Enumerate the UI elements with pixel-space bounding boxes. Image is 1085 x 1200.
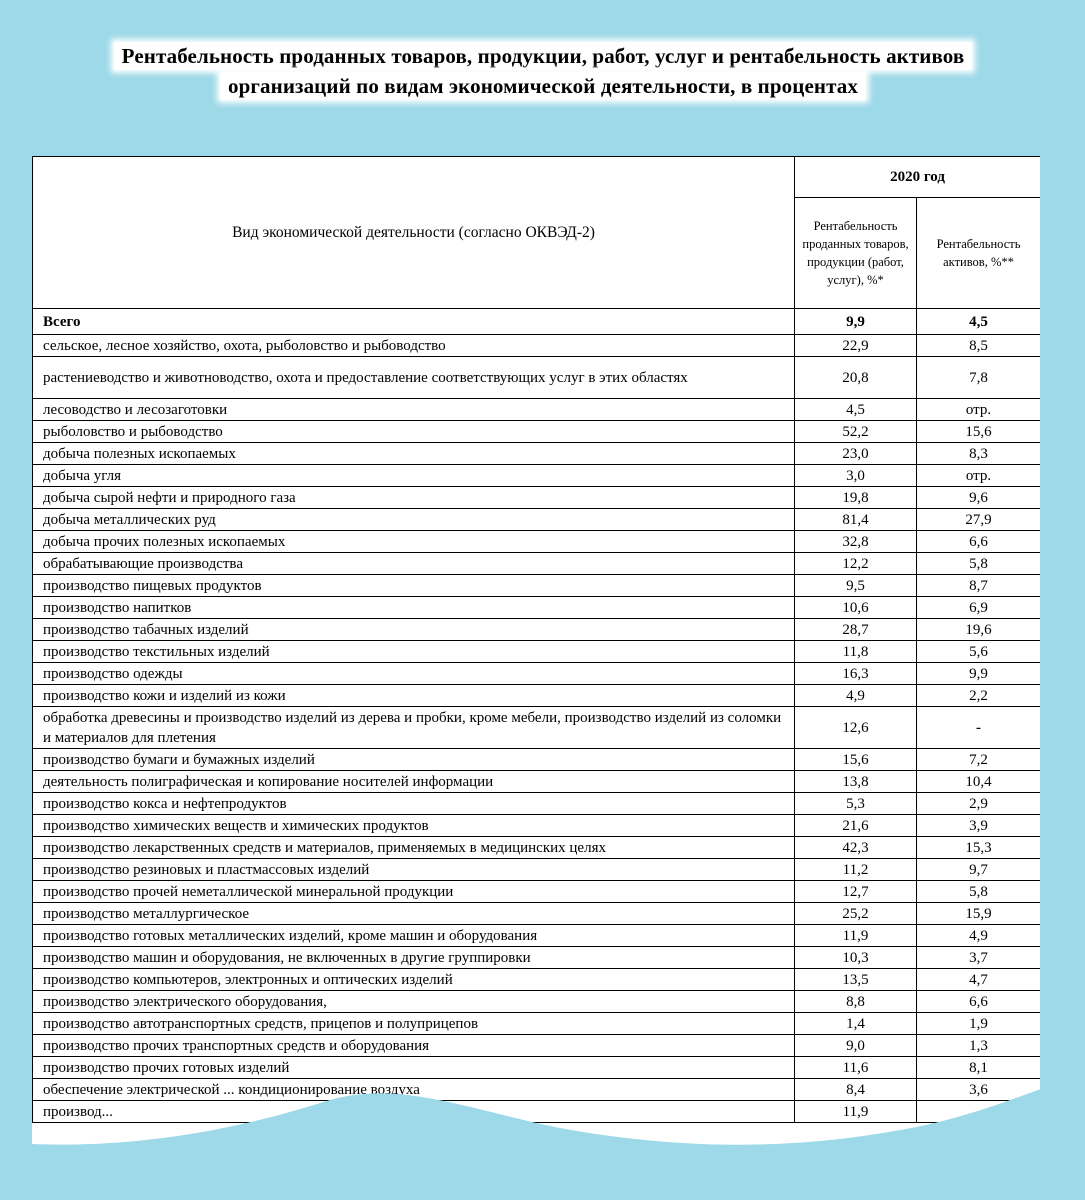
row-name: добыча сырой нефти и природного газа bbox=[33, 487, 795, 509]
row-assets: 4,7 bbox=[917, 969, 1041, 991]
row-name: обрабатывающие производства bbox=[33, 553, 795, 575]
title-line-2: организаций по видам экономической деятельности, в процентах bbox=[220, 72, 866, 100]
row-sales: 11,8 bbox=[795, 641, 917, 663]
row-name: добыча прочих полезных ископаемых bbox=[33, 531, 795, 553]
table-row bbox=[33, 531, 1041, 553]
row-assets: 6,6 bbox=[917, 991, 1041, 1013]
row-assets: 5,6 bbox=[917, 641, 1041, 663]
table-row bbox=[33, 837, 1041, 859]
row-sales: 25,2 bbox=[795, 903, 917, 925]
row-name: деятельность полиграфическая и копирование носителей информации bbox=[33, 771, 795, 793]
row-name: производство табачных изделий bbox=[33, 619, 795, 641]
row-sales: 11,2 bbox=[795, 859, 917, 881]
row-sales: 23,0 bbox=[795, 443, 917, 465]
row-sales: 9,9 bbox=[795, 309, 917, 335]
row-sales: 12,6 bbox=[795, 707, 917, 749]
wave-shape bbox=[0, 1080, 1085, 1200]
document-title bbox=[78, 40, 1008, 106]
table-row bbox=[33, 443, 1041, 465]
row-name: производство текстильных изделий bbox=[33, 641, 795, 663]
row-assets: 3,9 bbox=[917, 815, 1041, 837]
row-assets: 1,9 bbox=[917, 1013, 1041, 1035]
row-name: растениеводство и животноводство, охота и предоставление соответствующих услуг в этих областях bbox=[33, 357, 795, 399]
row-sales: 12,2 bbox=[795, 553, 917, 575]
row-sales: 10,6 bbox=[795, 597, 917, 619]
row-assets: отр. bbox=[917, 465, 1041, 487]
row-assets: 4,5 bbox=[917, 309, 1041, 335]
table-row bbox=[33, 815, 1041, 837]
row-name: обеспечение электрической ... кондиционирование воздуха bbox=[33, 1079, 795, 1101]
table-row bbox=[33, 749, 1041, 771]
table-row bbox=[33, 509, 1041, 531]
header-assets-profitability: Рентабельность активов, %** bbox=[917, 198, 1041, 309]
table-row bbox=[33, 399, 1041, 421]
row-assets: 10,4 bbox=[917, 771, 1041, 793]
row-sales: 9,5 bbox=[795, 575, 917, 597]
row-name: производство прочей неметаллической минеральной продукции bbox=[33, 881, 795, 903]
row-sales: 42,3 bbox=[795, 837, 917, 859]
row-sales: 20,8 bbox=[795, 357, 917, 399]
row-sales: 1,4 bbox=[795, 1013, 917, 1035]
row-sales: 32,8 bbox=[795, 531, 917, 553]
table-row bbox=[33, 335, 1041, 357]
table-row bbox=[33, 1035, 1041, 1057]
row-assets: 2,9 bbox=[917, 793, 1041, 815]
row-name: производство напитков bbox=[33, 597, 795, 619]
row-assets: 3,7 bbox=[917, 947, 1041, 969]
row-name: лесоводство и лесозаготовки bbox=[33, 399, 795, 421]
row-name: производство металлургическое bbox=[33, 903, 795, 925]
row-assets: 19,6 bbox=[917, 619, 1041, 641]
row-assets: 2,2 bbox=[917, 685, 1041, 707]
row-name: производство пищевых продуктов bbox=[33, 575, 795, 597]
header-activity: Вид экономической деятельности (согласно ОКВЭД-2) bbox=[33, 157, 795, 309]
title-line-1: Рентабельность проданных товаров, продукции, работ, услуг и рентабельность активов bbox=[114, 42, 973, 70]
row-name: производство бумаги и бумажных изделий bbox=[33, 749, 795, 771]
row-assets: 15,9 bbox=[917, 903, 1041, 925]
row-name: добыча угля bbox=[33, 465, 795, 487]
row-sales: 13,5 bbox=[795, 969, 917, 991]
row-sales: 13,8 bbox=[795, 771, 917, 793]
row-sales: 19,8 bbox=[795, 487, 917, 509]
table-row bbox=[33, 575, 1041, 597]
header-sales-profitability: Рентабельность проданных товаров, продукции (работ, услуг), %* bbox=[795, 198, 917, 309]
row-sales: 9,0 bbox=[795, 1035, 917, 1057]
row-assets: 4,9 bbox=[917, 925, 1041, 947]
table-row bbox=[33, 903, 1041, 925]
table-row bbox=[33, 597, 1041, 619]
table-row bbox=[33, 619, 1041, 641]
table-row bbox=[33, 793, 1041, 815]
row-sales: 16,3 bbox=[795, 663, 917, 685]
table-row bbox=[33, 357, 1041, 399]
table-row bbox=[33, 947, 1041, 969]
row-name: рыболовство и рыбоводство bbox=[33, 421, 795, 443]
row-assets: 1,3 bbox=[917, 1035, 1041, 1057]
row-assets: 5,8 bbox=[917, 881, 1041, 903]
row-sales: 11,9 bbox=[795, 925, 917, 947]
row-assets: 15,6 bbox=[917, 421, 1041, 443]
table-row bbox=[33, 771, 1041, 793]
table-row bbox=[33, 685, 1041, 707]
row-name: производство резиновых и пластмассовых изделий bbox=[33, 859, 795, 881]
row-sales: 8,4 bbox=[795, 1079, 917, 1101]
table-body bbox=[33, 309, 1041, 1123]
row-name: производство электрического оборудования, bbox=[33, 991, 795, 1013]
row-assets: 8,1 bbox=[917, 1057, 1041, 1079]
row-assets: 7,8 bbox=[917, 357, 1041, 399]
row-name: производство машин и оборудования, не включенных в другие группировки bbox=[33, 947, 795, 969]
row-sales: 15,6 bbox=[795, 749, 917, 771]
row-sales: 12,7 bbox=[795, 881, 917, 903]
row-assets: 9,6 bbox=[917, 487, 1041, 509]
row-assets: 9,7 bbox=[917, 859, 1041, 881]
table-row bbox=[33, 925, 1041, 947]
row-name: производство химических веществ и химических продуктов bbox=[33, 815, 795, 837]
row-assets: 5,8 bbox=[917, 553, 1041, 575]
row-name: производство компьютеров, электронных и оптических изделий bbox=[33, 969, 795, 991]
table-row bbox=[33, 465, 1041, 487]
table-row bbox=[33, 1057, 1041, 1079]
profitability-table bbox=[32, 156, 1040, 1123]
torn-edge-decoration bbox=[0, 1080, 1085, 1200]
row-sales: 8,8 bbox=[795, 991, 917, 1013]
row-assets: 6,9 bbox=[917, 597, 1041, 619]
table-row bbox=[33, 1013, 1041, 1035]
table-row bbox=[33, 881, 1041, 903]
row-sales: 5,3 bbox=[795, 793, 917, 815]
table-row bbox=[33, 859, 1041, 881]
row-assets: 6,6 bbox=[917, 531, 1041, 553]
table-row bbox=[33, 991, 1041, 1013]
row-name: добыча металлических руд bbox=[33, 509, 795, 531]
row-assets: 27,9 bbox=[917, 509, 1041, 531]
table-row bbox=[33, 553, 1041, 575]
row-name: производство прочих транспортных средств и оборудования bbox=[33, 1035, 795, 1057]
row-name: добыча полезных ископаемых bbox=[33, 443, 795, 465]
row-name: производ... bbox=[33, 1101, 795, 1123]
table-row bbox=[33, 641, 1041, 663]
row-name: производство прочих готовых изделий bbox=[33, 1057, 795, 1079]
row-sales: 4,5 bbox=[795, 399, 917, 421]
row-assets: - bbox=[917, 707, 1041, 749]
row-name: производство одежды bbox=[33, 663, 795, 685]
row-assets: отр. bbox=[917, 399, 1041, 421]
header-year: 2020 год bbox=[795, 157, 1041, 198]
table-sheet bbox=[32, 156, 1040, 1146]
row-assets: 3,6 bbox=[917, 1079, 1041, 1101]
row-assets: 7,2 bbox=[917, 749, 1041, 771]
table-row bbox=[33, 487, 1041, 509]
row-assets: 15,3 bbox=[917, 837, 1041, 859]
row-sales: 81,4 bbox=[795, 509, 917, 531]
table-row bbox=[33, 969, 1041, 991]
row-assets: 9,9 bbox=[917, 663, 1041, 685]
row-name: Всего bbox=[33, 309, 795, 335]
table-row-total bbox=[33, 309, 1041, 335]
row-sales: 52,2 bbox=[795, 421, 917, 443]
row-name: производство лекарственных средств и материалов, применяемых в медицинских целях bbox=[33, 837, 795, 859]
row-assets: 8,5 bbox=[917, 335, 1041, 357]
row-sales: 22,9 bbox=[795, 335, 917, 357]
row-name: производство автотранспортных средств, прицепов и полуприцепов bbox=[33, 1013, 795, 1035]
row-sales: 4,9 bbox=[795, 685, 917, 707]
row-assets: 8,7 bbox=[917, 575, 1041, 597]
row-name: производство кожи и изделий из кожи bbox=[33, 685, 795, 707]
row-sales: 10,3 bbox=[795, 947, 917, 969]
table-row bbox=[33, 663, 1041, 685]
row-name: производство готовых металлических изделий, кроме машин и оборудования bbox=[33, 925, 795, 947]
row-sales: 3,0 bbox=[795, 465, 917, 487]
table-row bbox=[33, 421, 1041, 443]
row-sales: 11,6 bbox=[795, 1057, 917, 1079]
row-name: производство кокса и нефтепродуктов bbox=[33, 793, 795, 815]
row-assets: 8,3 bbox=[917, 443, 1041, 465]
row-sales: 11,9 bbox=[795, 1101, 917, 1123]
row-name: обработка древесины и производство изделий из дерева и пробки, кроме мебели, производство изделий из соломки и материалов для плетения bbox=[33, 707, 795, 749]
row-name: сельское, лесное хозяйство, охота, рыболовство и рыбоводство bbox=[33, 335, 795, 357]
row-sales: 28,7 bbox=[795, 619, 917, 641]
table-row bbox=[33, 707, 1041, 749]
row-sales: 21,6 bbox=[795, 815, 917, 837]
